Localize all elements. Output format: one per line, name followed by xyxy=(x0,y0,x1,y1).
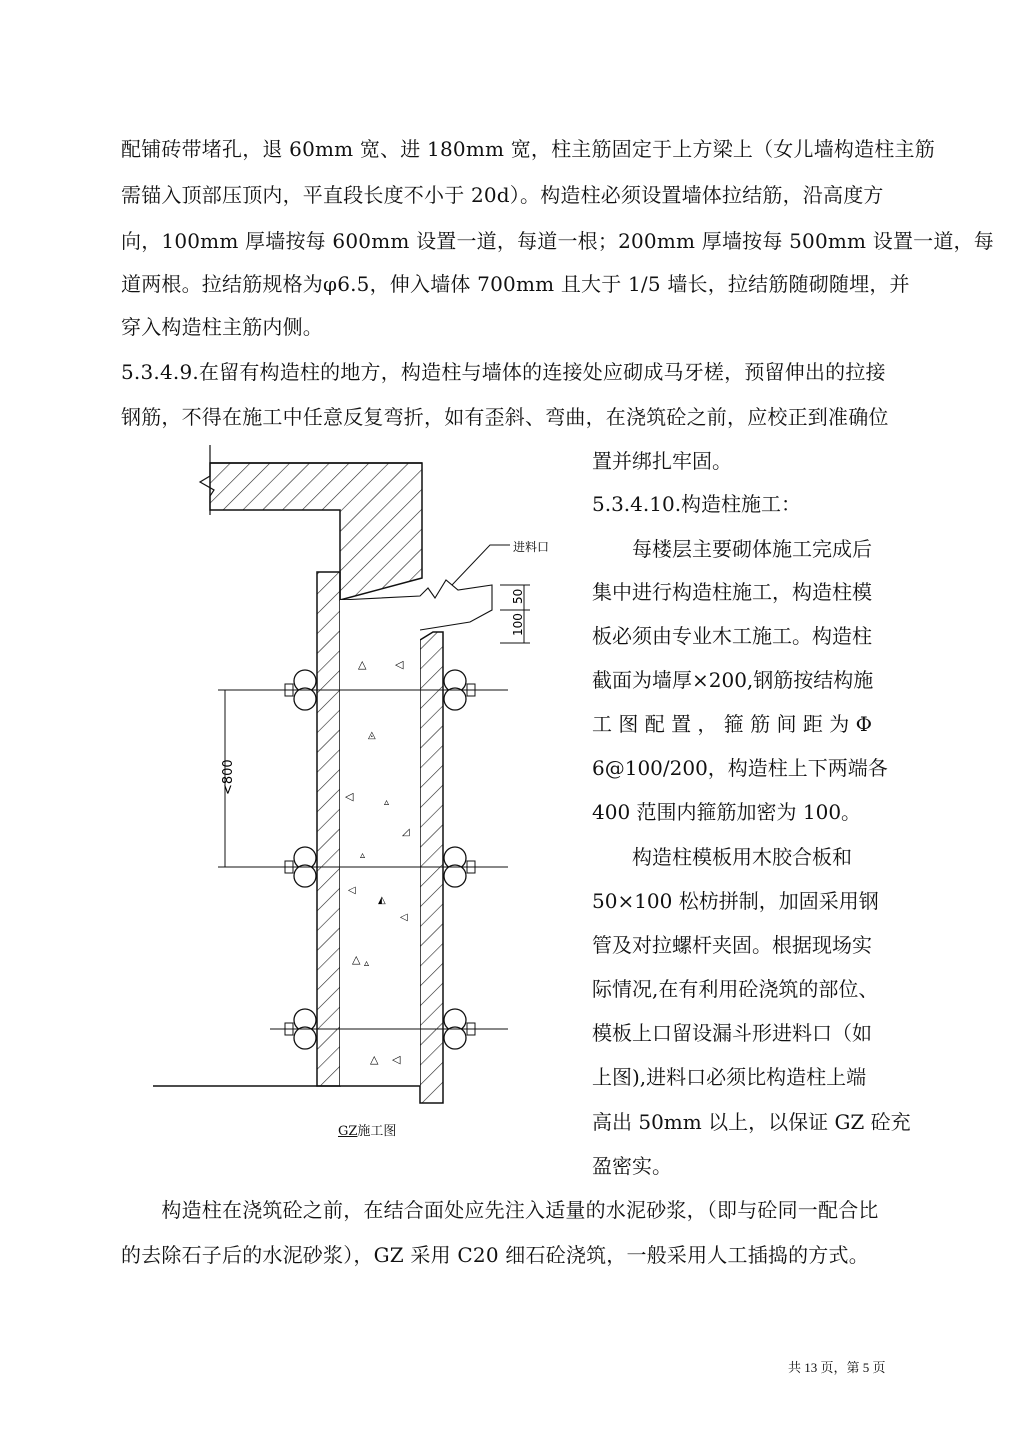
text-line: 构造柱在浇筑砼之前，在结合面处应先注入适量的水泥砂浆，（即与砼同一配合比 xyxy=(121,1198,879,1222)
svg-text:△: △ xyxy=(370,1053,379,1066)
text-line: 钢筋，不得在施工中任意反复弯折，如有歪斜、弯曲，在浇筑砼之前，应校正到准确位 xyxy=(121,405,889,429)
text-line: 管及对拉螺杆夹固。根据现场实 xyxy=(592,933,872,957)
text-line: 每楼层主要砌体施工完成后 xyxy=(592,537,872,561)
dimension-800 xyxy=(218,690,285,867)
text-line: 板必须由专业木工施工。构造柱 xyxy=(592,624,872,648)
dimension-50-label: 50 xyxy=(511,588,525,604)
text-line: 际情况,在有利用砼浇筑的部位、 xyxy=(592,977,879,1001)
svg-text:◁: ◁ xyxy=(395,658,404,671)
svg-text:◿: ◿ xyxy=(402,827,410,838)
text-line: 置并绑扎牢固。 xyxy=(592,449,732,473)
text-line: 6@100/200，构造柱上下两端各 xyxy=(592,756,888,780)
dimension-100-label: 100 xyxy=(511,613,525,636)
svg-text:◬: ◬ xyxy=(368,730,376,741)
inlet-label-group xyxy=(452,539,549,585)
text-line: 5.3.4.9.在留有构造柱的地方，构造柱与墙体的连接处应砌成马牙槎，预留伸出的拉接 xyxy=(121,360,886,384)
svg-text:◁: ◁ xyxy=(348,885,356,896)
text-line: 400 范围内箍筋加密为 100。 xyxy=(592,800,862,824)
beam xyxy=(200,445,422,600)
left-formwork xyxy=(317,572,340,1086)
text-line: 模板上口留设漏斗形进料口（如 xyxy=(592,1021,872,1045)
text-line: 高出 50mm 以上，以保证 GZ 砼充 xyxy=(592,1110,911,1134)
svg-text:◁: ◁ xyxy=(345,790,354,803)
caption-text: 施工图 xyxy=(357,1124,397,1139)
dimension-800-label: <800 xyxy=(221,759,236,795)
text-line: 盈密实。 xyxy=(592,1154,672,1178)
caption-gz: GZ xyxy=(338,1124,358,1139)
svg-text:◁: ◁ xyxy=(400,912,408,923)
text-line: 道两根。拉结筋规格为φ6.5，伸入墙体 700mm 且大于 1/5 墙长，拉结筋随砌随埋，并 xyxy=(121,272,910,296)
svg-text:◭: ◭ xyxy=(378,895,386,906)
page-footer: 共 13 页，第 5 页 xyxy=(788,1360,886,1375)
text-line: 工 图 配 置 ， 箍 筋 间 距 为 Φ xyxy=(592,712,872,736)
figure-caption xyxy=(338,1124,396,1140)
text-line: 截面为墙厚×200,钢筋按结构施 xyxy=(592,668,874,692)
text-line: 向，100mm 厚墙按每 600mm 设置一道，每道一根；200mm 厚墙按每 500mm 设置一道，每 xyxy=(121,229,994,253)
dimension-100-50 xyxy=(500,585,530,643)
svg-text:▵: ▵ xyxy=(364,958,370,969)
text-line: 构造柱模板用木胶合板和 xyxy=(592,845,852,869)
svg-text:▵: ▵ xyxy=(384,797,390,808)
text-line: 上图),进料口必须比构造柱上端 xyxy=(592,1065,867,1089)
inlet-label: 进料口 xyxy=(513,540,550,554)
text-line: 需锚入顶部压顶内，平直段长度不小于 20d）。构造柱必须设置墙体拉结筋，沿高度方 xyxy=(121,183,884,207)
svg-text:△: △ xyxy=(358,658,367,671)
text-line: 5.3.4.10.构造柱施工： xyxy=(592,492,802,516)
text-line: 配铺砖带堵孔，退 60mm 宽、进 180mm 宽，柱主筋固定于上方梁上（女儿墙构造柱主筋 xyxy=(121,137,935,161)
text-line: 的去除石子后的水泥砂浆），GZ 采用 C20 细石砼浇筑，一般采用人工插捣的方式。 xyxy=(121,1243,869,1267)
svg-text:◁: ◁ xyxy=(392,1053,401,1066)
text-line: 集中进行构造柱施工，构造柱模 xyxy=(592,580,872,604)
svg-text:△: △ xyxy=(352,953,361,966)
svg-text:▵: ▵ xyxy=(360,850,366,861)
text-line: 穿入构造柱主筋内侧。 xyxy=(121,315,323,339)
text-line: 50×100 松枋拼制，加固采用钢 xyxy=(592,889,879,913)
concrete-column xyxy=(340,600,420,1086)
